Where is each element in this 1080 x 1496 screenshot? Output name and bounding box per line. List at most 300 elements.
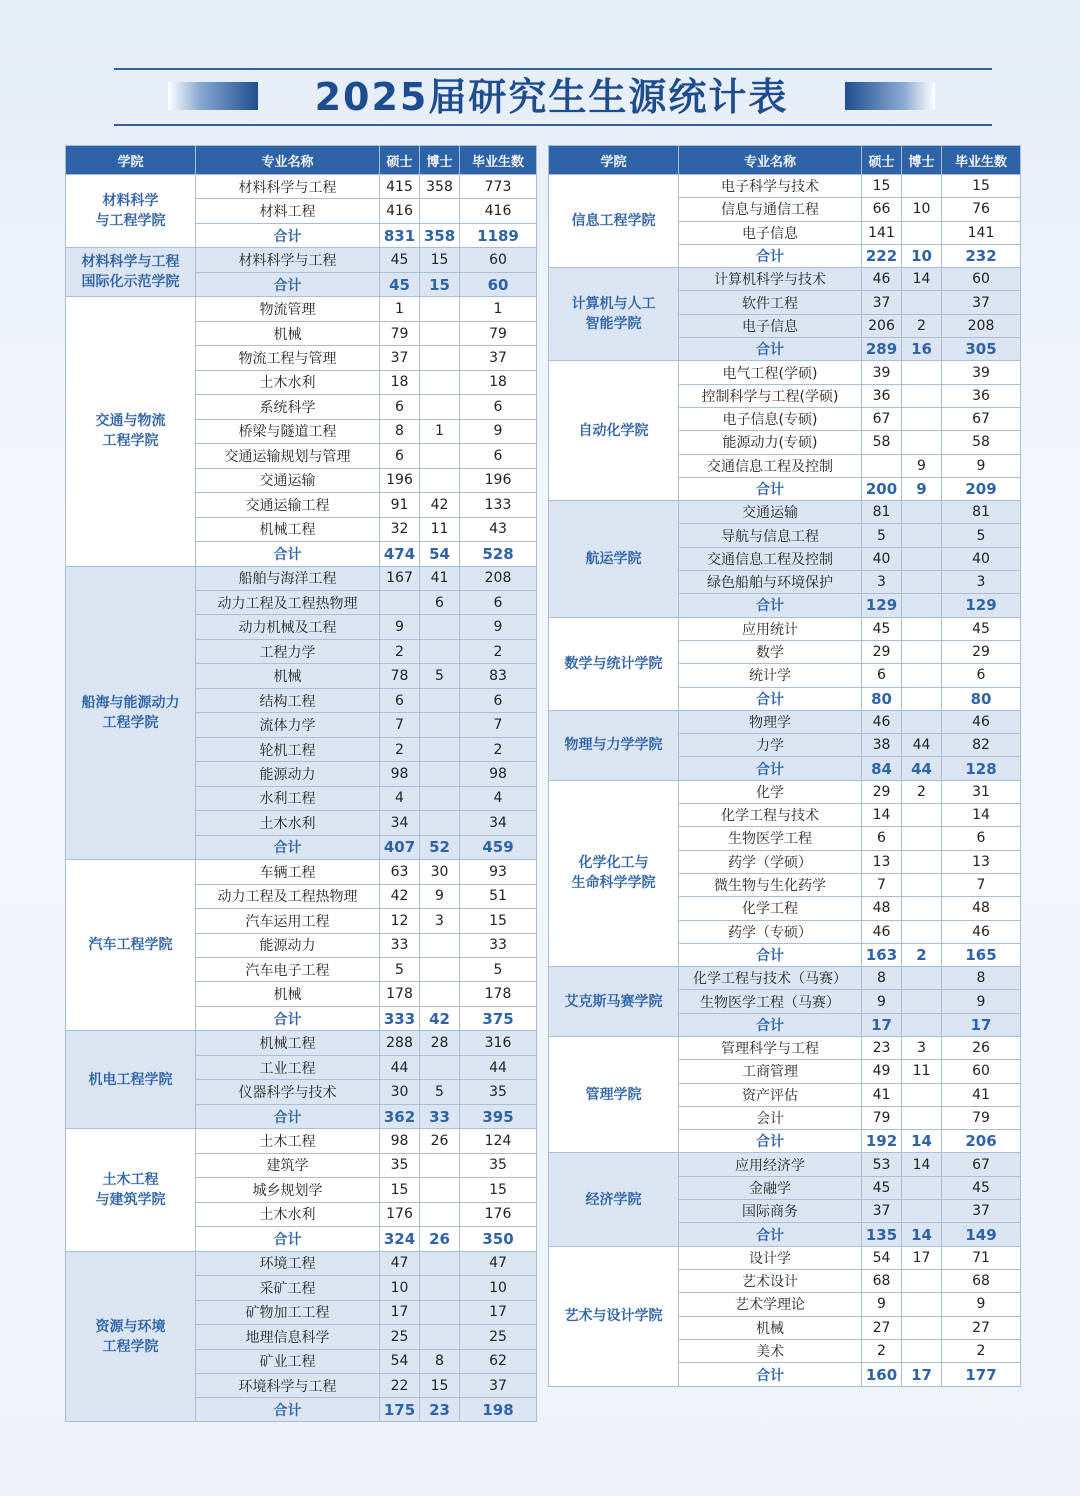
total-cell: 209 xyxy=(942,477,1021,500)
phd-cell: 3 xyxy=(902,1036,942,1059)
table-row xyxy=(549,1153,1021,1176)
master-cell: 135 xyxy=(862,1223,902,1246)
table-row xyxy=(66,248,537,272)
master-cell: 2 xyxy=(862,1339,902,1362)
major-cell: 交通信息工程及控制 xyxy=(679,454,862,477)
total-cell: 128 xyxy=(942,757,1021,780)
total-cell: 15 xyxy=(460,909,537,933)
phd-cell xyxy=(902,594,942,617)
total-cell: 6 xyxy=(460,395,537,419)
phd-cell: 52 xyxy=(420,835,460,859)
phd-cell: 5 xyxy=(420,1080,460,1104)
major-cell: 力学 xyxy=(679,734,862,757)
master-cell: 416 xyxy=(380,199,420,223)
total-cell: 79 xyxy=(460,321,537,345)
master-cell: 831 xyxy=(380,223,420,247)
phd-cell xyxy=(902,710,942,733)
college-name-line: 材料科学与工程 xyxy=(81,254,180,271)
phd-cell xyxy=(902,967,942,990)
major-cell: 药学（学硕） xyxy=(679,850,862,873)
college-name-line: 工程学院 xyxy=(102,1338,159,1355)
major-cell: 合计 xyxy=(679,1223,862,1246)
total-cell: 60 xyxy=(942,268,1021,291)
college-name-line: 资源与环境 xyxy=(95,1318,166,1335)
phd-cell xyxy=(902,617,942,640)
phd-cell xyxy=(420,1276,460,1300)
table-row xyxy=(549,967,1021,990)
master-cell: 9 xyxy=(862,990,902,1013)
major-cell: 土木水利 xyxy=(196,811,380,835)
college-cell xyxy=(549,175,679,268)
college-name-line: 管理学院 xyxy=(585,1086,642,1103)
total-cell: 232 xyxy=(942,244,1021,267)
college-name-line: 交通与物流 xyxy=(95,413,166,430)
total-cell: 51 xyxy=(460,884,537,908)
phd-cell xyxy=(420,468,460,492)
total-cell: 208 xyxy=(460,566,537,590)
college-name-line: 计算机与人工 xyxy=(571,296,656,313)
major-cell: 导航与信息工程 xyxy=(679,524,862,547)
total-cell: 14 xyxy=(942,804,1021,827)
total-cell: 9 xyxy=(942,1293,1021,1316)
phd-cell: 11 xyxy=(902,1060,942,1083)
master-cell: 53 xyxy=(862,1153,902,1176)
major-cell: 机械 xyxy=(679,1316,862,1339)
master-cell: 38 xyxy=(862,734,902,757)
major-cell: 微生物与生化药学 xyxy=(679,873,862,896)
master-cell: 415 xyxy=(380,175,420,199)
total-cell: 60 xyxy=(460,248,537,272)
table-row xyxy=(549,1246,1021,1269)
major-cell: 合计 xyxy=(196,835,380,859)
major-cell: 金融学 xyxy=(679,1176,862,1199)
master-cell: 8 xyxy=(862,967,902,990)
master-cell: 35 xyxy=(380,1153,420,1177)
college-cell xyxy=(549,967,679,1037)
major-cell: 合计 xyxy=(679,244,862,267)
phd-cell: 26 xyxy=(420,1227,460,1251)
phd-cell xyxy=(902,990,942,1013)
total-cell: 133 xyxy=(460,493,537,517)
total-cell: 177 xyxy=(942,1363,1021,1387)
master-cell: 362 xyxy=(380,1104,420,1128)
total-cell: 31 xyxy=(942,780,1021,803)
major-cell: 系统科学 xyxy=(196,395,380,419)
stats-table-right xyxy=(548,145,1021,1387)
table-row xyxy=(549,710,1021,733)
major-cell: 信息与通信工程 xyxy=(679,198,862,221)
master-cell: 6 xyxy=(380,395,420,419)
master-cell: 9 xyxy=(862,1293,902,1316)
master-cell: 23 xyxy=(862,1036,902,1059)
total-cell: 35 xyxy=(460,1153,537,1177)
major-cell: 电子信息 xyxy=(679,221,862,244)
major-cell: 生物医学工程（马赛） xyxy=(679,990,862,1013)
master-cell: 12 xyxy=(380,909,420,933)
phd-cell: 358 xyxy=(420,223,460,247)
total-cell: 206 xyxy=(942,1130,1021,1153)
phd-cell xyxy=(902,501,942,524)
master-cell: 163 xyxy=(862,943,902,966)
total-cell: 35 xyxy=(460,1080,537,1104)
header-total: 毕业生数 xyxy=(942,146,1021,175)
major-cell: 流体力学 xyxy=(196,713,380,737)
master-cell: 129 xyxy=(862,594,902,617)
total-cell: 47 xyxy=(460,1251,537,1275)
total-cell: 208 xyxy=(942,314,1021,337)
table-row xyxy=(66,1251,537,1275)
total-cell: 80 xyxy=(942,687,1021,710)
college-name-line: 自动化学院 xyxy=(578,422,649,439)
phd-cell: 41 xyxy=(420,566,460,590)
total-cell: 45 xyxy=(942,617,1021,640)
phd-cell xyxy=(420,297,460,321)
master-cell xyxy=(380,590,420,614)
major-cell: 合计 xyxy=(196,1006,380,1030)
phd-cell xyxy=(902,804,942,827)
total-cell: 124 xyxy=(460,1129,537,1153)
phd-cell: 3 xyxy=(420,909,460,933)
master-cell: 6 xyxy=(862,827,902,850)
master-cell: 98 xyxy=(380,1129,420,1153)
major-cell: 合计 xyxy=(679,1130,862,1153)
table-row xyxy=(549,175,1021,198)
phd-cell xyxy=(420,370,460,394)
master-cell: 196 xyxy=(380,468,420,492)
phd-cell xyxy=(902,384,942,407)
title-decor-left xyxy=(168,82,258,110)
master-cell: 7 xyxy=(380,713,420,737)
master-cell: 5 xyxy=(380,958,420,982)
major-cell: 物理学 xyxy=(679,710,862,733)
phd-cell: 15 xyxy=(420,248,460,272)
master-cell: 46 xyxy=(862,710,902,733)
master-cell: 18 xyxy=(380,370,420,394)
master-cell: 288 xyxy=(380,1031,420,1055)
table-row xyxy=(549,1036,1021,1059)
phd-cell xyxy=(420,1325,460,1349)
phd-cell xyxy=(902,1200,942,1223)
major-cell: 化学 xyxy=(679,780,862,803)
major-cell: 矿物加工工程 xyxy=(196,1300,380,1324)
table-row xyxy=(66,566,537,590)
total-cell: 6 xyxy=(460,590,537,614)
table-row xyxy=(549,501,1021,524)
phd-cell: 44 xyxy=(902,757,942,780)
college-name-line: 艾克斯马赛学院 xyxy=(564,993,663,1010)
phd-cell xyxy=(420,444,460,468)
phd-cell xyxy=(902,175,942,198)
total-cell: 34 xyxy=(460,811,537,835)
master-cell: 46 xyxy=(862,920,902,943)
total-cell: 5 xyxy=(460,958,537,982)
total-cell: 62 xyxy=(460,1349,537,1373)
major-cell: 合计 xyxy=(679,687,862,710)
phd-cell: 17 xyxy=(902,1363,942,1387)
master-cell: 200 xyxy=(862,477,902,500)
major-cell: 合计 xyxy=(196,1227,380,1251)
master-cell: 13 xyxy=(862,850,902,873)
total-cell: 93 xyxy=(460,860,537,884)
major-cell: 应用统计 xyxy=(679,617,862,640)
college-name-line: 材料科学 xyxy=(102,193,159,210)
phd-cell xyxy=(420,1178,460,1202)
phd-cell xyxy=(902,1106,942,1129)
phd-cell xyxy=(902,1083,942,1106)
header-major: 专业名称 xyxy=(679,146,862,175)
major-cell: 动力机械及工程 xyxy=(196,615,380,639)
phd-cell xyxy=(420,1055,460,1079)
total-cell: 36 xyxy=(942,384,1021,407)
master-cell: 79 xyxy=(380,321,420,345)
college-cell xyxy=(66,297,196,566)
college-name-line: 工程学院 xyxy=(102,433,159,450)
master-cell: 39 xyxy=(862,361,902,384)
major-cell: 化学工程与技术 xyxy=(679,804,862,827)
phd-cell: 15 xyxy=(420,1373,460,1397)
total-cell: 305 xyxy=(942,338,1021,361)
phd-cell: 14 xyxy=(902,1153,942,1176)
total-cell: 2 xyxy=(460,737,537,761)
college-name-line: 航运学院 xyxy=(585,550,642,567)
phd-cell xyxy=(902,361,942,384)
phd-cell xyxy=(902,850,942,873)
master-cell: 2 xyxy=(380,737,420,761)
master-cell: 176 xyxy=(380,1202,420,1226)
phd-cell xyxy=(902,1339,942,1362)
master-cell: 48 xyxy=(862,897,902,920)
major-cell: 药学（专硕） xyxy=(679,920,862,943)
master-cell: 67 xyxy=(862,407,902,430)
total-cell: 141 xyxy=(942,221,1021,244)
total-cell: 375 xyxy=(460,1006,537,1030)
master-cell: 66 xyxy=(862,198,902,221)
major-cell: 环境工程 xyxy=(196,1251,380,1275)
major-cell: 合计 xyxy=(679,1013,862,1036)
major-cell: 软件工程 xyxy=(679,291,862,314)
master-cell: 167 xyxy=(380,566,420,590)
total-cell: 17 xyxy=(942,1013,1021,1036)
major-cell: 桥梁与隧道工程 xyxy=(196,419,380,443)
major-cell: 工商管理 xyxy=(679,1060,862,1083)
major-cell: 合计 xyxy=(196,272,380,296)
phd-cell: 10 xyxy=(902,198,942,221)
major-cell: 汽车运用工程 xyxy=(196,909,380,933)
phd-cell xyxy=(902,571,942,594)
phd-cell xyxy=(420,958,460,982)
master-cell: 44 xyxy=(380,1055,420,1079)
master-cell: 34 xyxy=(380,811,420,835)
total-cell: 8 xyxy=(942,967,1021,990)
major-cell: 化学工程与技术（马赛） xyxy=(679,967,862,990)
major-cell: 材料科学与工程 xyxy=(196,248,380,272)
major-cell: 仪器科学与技术 xyxy=(196,1080,380,1104)
college-cell xyxy=(66,566,196,860)
master-cell: 9 xyxy=(380,615,420,639)
phd-cell: 358 xyxy=(420,175,460,199)
phd-cell xyxy=(902,1293,942,1316)
phd-cell xyxy=(420,321,460,345)
major-cell: 建筑学 xyxy=(196,1153,380,1177)
college-cell xyxy=(66,1031,196,1129)
master-cell: 333 xyxy=(380,1006,420,1030)
major-cell: 汽车电子工程 xyxy=(196,958,380,982)
master-cell: 2 xyxy=(380,639,420,663)
phd-cell xyxy=(902,221,942,244)
major-cell: 交通运输 xyxy=(679,501,862,524)
total-cell: 81 xyxy=(942,501,1021,524)
total-cell: 5 xyxy=(942,524,1021,547)
total-cell: 29 xyxy=(942,640,1021,663)
major-cell: 交通运输工程 xyxy=(196,493,380,517)
master-cell: 29 xyxy=(862,780,902,803)
header-total: 毕业生数 xyxy=(460,146,537,175)
master-cell: 45 xyxy=(862,1176,902,1199)
phd-cell xyxy=(420,1251,460,1275)
phd-cell: 23 xyxy=(420,1398,460,1422)
total-cell: 350 xyxy=(460,1227,537,1251)
college-name-line: 生命科学学院 xyxy=(571,875,656,892)
major-cell: 船舶与海洋工程 xyxy=(196,566,380,590)
major-cell: 材料科学与工程 xyxy=(196,175,380,199)
master-cell: 54 xyxy=(380,1349,420,1373)
total-cell: 17 xyxy=(460,1300,537,1324)
phd-cell xyxy=(902,873,942,896)
master-cell: 32 xyxy=(380,517,420,541)
phd-cell xyxy=(420,615,460,639)
phd-cell xyxy=(902,1269,942,1292)
phd-cell: 17 xyxy=(902,1246,942,1269)
major-cell: 电子信息 xyxy=(679,314,862,337)
major-cell: 绿色船舶与环境保护 xyxy=(679,571,862,594)
total-cell: 58 xyxy=(942,431,1021,454)
phd-cell: 14 xyxy=(902,1223,942,1246)
total-cell: 6 xyxy=(942,827,1021,850)
master-cell: 79 xyxy=(862,1106,902,1129)
total-cell: 196 xyxy=(460,468,537,492)
master-cell: 29 xyxy=(862,640,902,663)
total-cell: 773 xyxy=(460,175,537,199)
table-header-row xyxy=(66,146,537,175)
master-cell: 6 xyxy=(380,444,420,468)
stats-table-left xyxy=(65,145,537,1422)
major-cell: 合计 xyxy=(196,1398,380,1422)
total-cell: 15 xyxy=(460,1178,537,1202)
major-cell: 电子信息(专硕) xyxy=(679,407,862,430)
phd-cell xyxy=(420,639,460,663)
total-cell: 10 xyxy=(460,1276,537,1300)
phd-cell: 44 xyxy=(902,734,942,757)
master-cell: 30 xyxy=(380,1080,420,1104)
master-cell: 37 xyxy=(862,1200,902,1223)
total-cell: 98 xyxy=(460,762,537,786)
total-cell: 60 xyxy=(942,1060,1021,1083)
major-cell: 地理信息科学 xyxy=(196,1325,380,1349)
major-cell: 物流管理 xyxy=(196,297,380,321)
total-cell: 9 xyxy=(460,615,537,639)
phd-cell: 9 xyxy=(420,884,460,908)
total-cell: 37 xyxy=(942,291,1021,314)
table-row xyxy=(549,780,1021,803)
major-cell: 物流工程与管理 xyxy=(196,346,380,370)
total-cell: 316 xyxy=(460,1031,537,1055)
master-cell: 98 xyxy=(380,762,420,786)
college-cell xyxy=(549,501,679,617)
total-cell: 395 xyxy=(460,1104,537,1128)
major-cell: 采矿工程 xyxy=(196,1276,380,1300)
phd-cell: 28 xyxy=(420,1031,460,1055)
college-name-line: 机电工程学院 xyxy=(88,1071,173,1088)
master-cell xyxy=(862,454,902,477)
college-name-line: 物理与力学学院 xyxy=(564,737,663,754)
major-cell: 矿业工程 xyxy=(196,1349,380,1373)
total-cell: 6 xyxy=(460,444,537,468)
total-cell: 2 xyxy=(460,639,537,663)
master-cell: 58 xyxy=(862,431,902,454)
master-cell: 10 xyxy=(380,1276,420,1300)
total-cell: 26 xyxy=(942,1036,1021,1059)
phd-cell xyxy=(902,1176,942,1199)
master-cell: 160 xyxy=(862,1363,902,1387)
college-name-line: 国际化示范学院 xyxy=(81,274,180,291)
header-phd: 博士 xyxy=(902,146,942,175)
master-cell: 36 xyxy=(862,384,902,407)
total-cell: 48 xyxy=(942,897,1021,920)
major-cell: 机械工程 xyxy=(196,517,380,541)
total-cell: 37 xyxy=(460,346,537,370)
header-master: 硕士 xyxy=(380,146,420,175)
total-cell: 13 xyxy=(942,850,1021,873)
college-cell xyxy=(549,617,679,710)
major-cell: 材料工程 xyxy=(196,199,380,223)
phd-cell xyxy=(420,982,460,1006)
phd-cell: 2 xyxy=(902,943,942,966)
major-cell: 化学工程 xyxy=(679,897,862,920)
major-cell: 合计 xyxy=(196,223,380,247)
major-cell: 土木水利 xyxy=(196,370,380,394)
college-name-line: 工程学院 xyxy=(102,714,159,731)
major-cell: 土木水利 xyxy=(196,1202,380,1226)
master-cell: 47 xyxy=(380,1251,420,1275)
phd-cell: 15 xyxy=(420,272,460,296)
major-cell: 合计 xyxy=(196,1104,380,1128)
college-name-line: 与建筑学院 xyxy=(95,1191,166,1208)
major-cell: 资产评估 xyxy=(679,1083,862,1106)
total-cell: 4 xyxy=(460,786,537,810)
major-cell: 动力工程及工程热物理 xyxy=(196,884,380,908)
master-cell: 15 xyxy=(380,1178,420,1202)
master-cell: 63 xyxy=(380,860,420,884)
master-cell: 84 xyxy=(862,757,902,780)
phd-cell xyxy=(902,1013,942,1036)
phd-cell: 9 xyxy=(902,477,942,500)
table-row xyxy=(66,860,537,884)
major-cell: 环境科学与工程 xyxy=(196,1373,380,1397)
master-cell: 8 xyxy=(380,419,420,443)
phd-cell: 14 xyxy=(902,1130,942,1153)
total-cell: 178 xyxy=(460,982,537,1006)
master-cell: 175 xyxy=(380,1398,420,1422)
master-cell: 37 xyxy=(380,346,420,370)
total-cell: 1 xyxy=(460,297,537,321)
total-cell: 165 xyxy=(942,943,1021,966)
title-decor-right xyxy=(845,82,935,110)
phd-cell xyxy=(902,547,942,570)
major-cell: 电气工程(学硕) xyxy=(679,361,862,384)
college-cell xyxy=(549,1036,679,1152)
total-cell: 83 xyxy=(460,664,537,688)
master-cell: 81 xyxy=(862,501,902,524)
